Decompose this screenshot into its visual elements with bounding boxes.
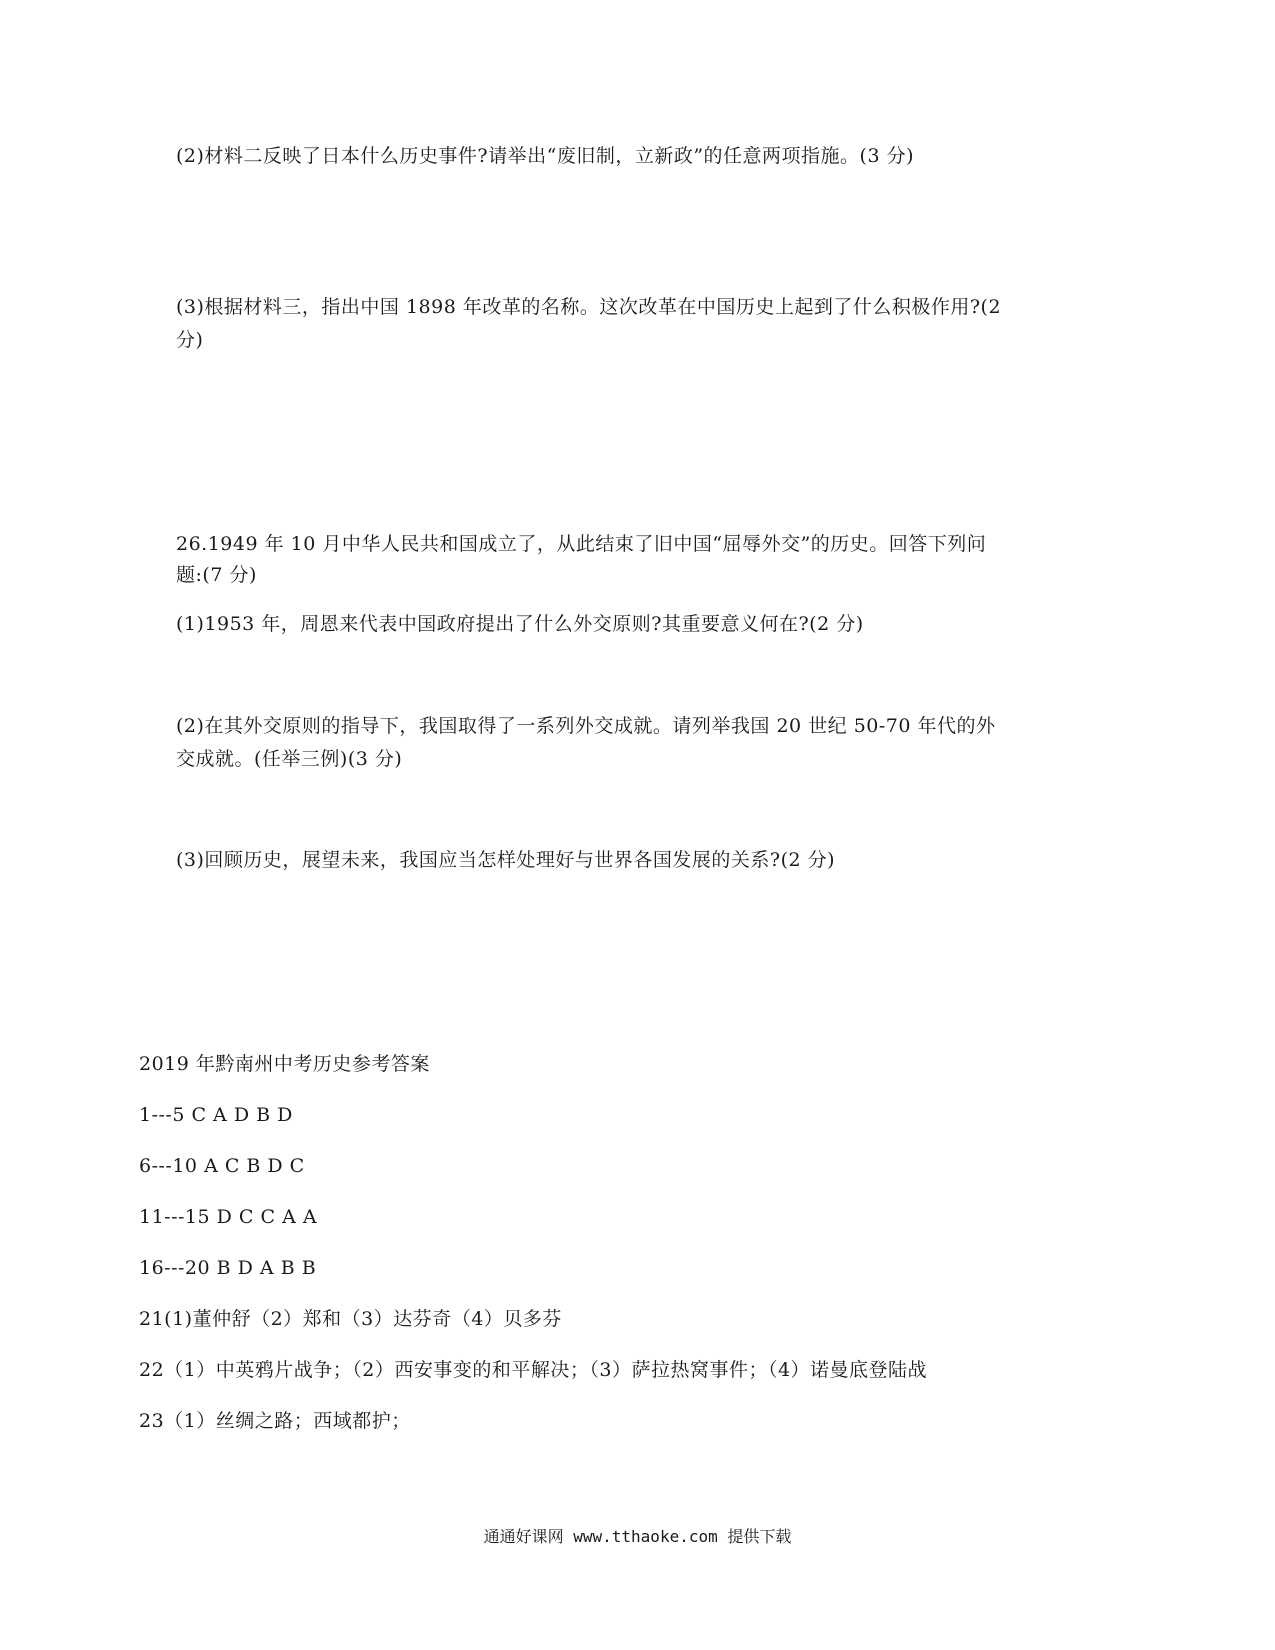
answer-6-10: 6---10 A C B D C: [139, 1155, 305, 1177]
question-26-stem-line-1: 26.1949 年 10 月中华人民共和国成立了，从此结束了旧中国“屈辱外交”的历史。回答下列问: [176, 533, 987, 555]
question-25-3-line-1: (3)根据材料三，指出中国 1898 年改革的名称。这次改革在中国历史上起到了什么积极作用?(2: [176, 296, 1002, 318]
question-26-3: (3)回顾历史，展望未来，我国应当怎样处理好与世界各国发展的关系?(2 分): [176, 849, 836, 871]
answer-1-5: 1---5 C A D B D: [139, 1104, 293, 1126]
answer-11-15: 11---15 D C C A A: [139, 1206, 318, 1228]
answer-23: 23（1）丝绸之路；西域都护；: [139, 1410, 411, 1432]
footer-download-note: 通通好课网 www.tthaoke.com 提供下载: [483, 1527, 792, 1546]
question-26-1: (1)1953 年，周恩来代表中国政府提出了什么外交原则?其重要意义何在?(2 分): [176, 613, 864, 635]
question-26-2-line-2: 交成就。(任举三例)(3 分): [176, 748, 403, 770]
question-26-stem-line-2: 题:(7 分): [176, 564, 257, 586]
question-25-2: (2)材料二反映了日本什么历史事件?请举出“废旧制，立新政”的任意两项指施。(3 分): [176, 145, 914, 167]
answer-16-20: 16---20 B D A B B: [139, 1257, 317, 1279]
answer-key-title: 2019 年黔南州中考历史参考答案: [139, 1053, 430, 1075]
answer-22: 22（1）中英鸦片战争；（2）西安事变的和平解决；（3）萨拉热窝事件；（4）诺曼底登陆战: [139, 1359, 928, 1381]
answer-21: 21(1)董仲舒（2）郑和（3）达芬奇（4）贝多芬: [139, 1308, 562, 1330]
question-25-3-line-2: 分): [176, 329, 204, 351]
question-26-2-line-1: (2)在其外交原则的指导下，我国取得了一系列外交成就。请列举我国 20 世纪 50-70 年代的外: [176, 715, 996, 737]
